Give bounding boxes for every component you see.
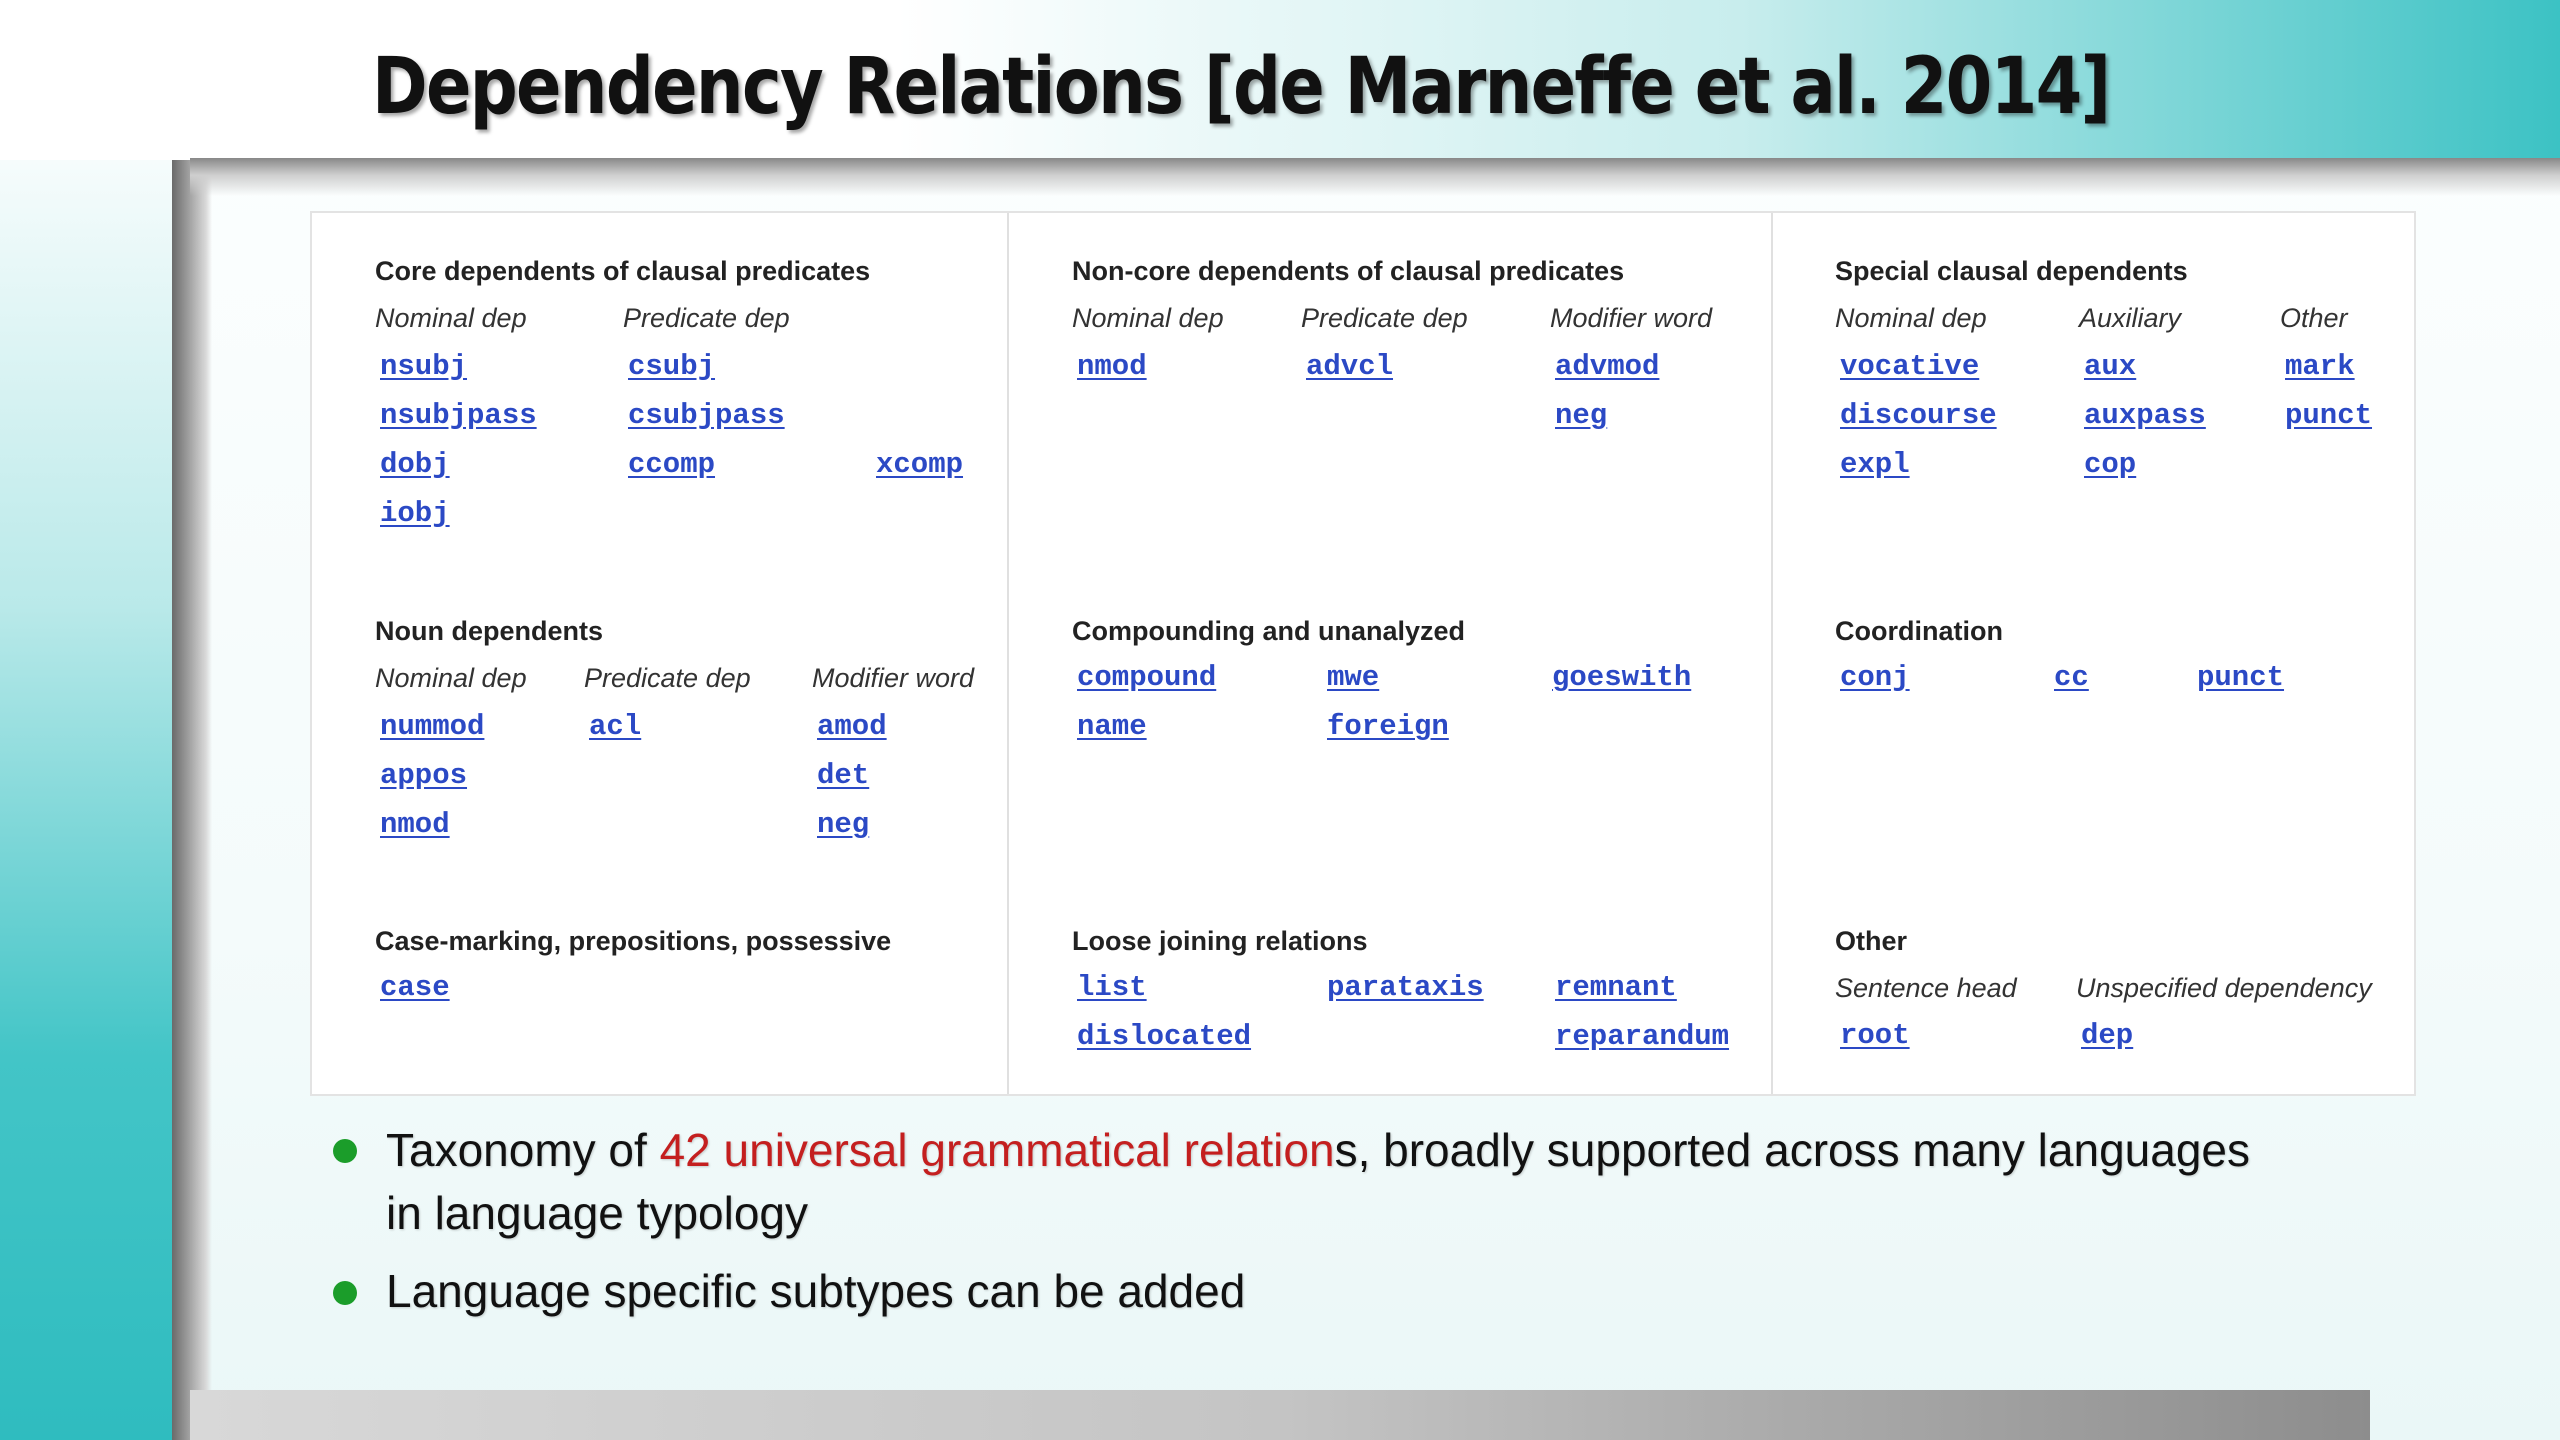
rel-conj[interactable]: conj <box>1840 661 1910 694</box>
subheader-predicate: Predicate dep <box>623 303 790 333</box>
rel-foreign[interactable]: foreign <box>1327 710 1449 743</box>
rel-appos[interactable]: appos <box>380 759 468 792</box>
rel-nsubj[interactable]: nsubj <box>380 350 468 383</box>
subheader-nominal: Nominal dep <box>375 663 527 693</box>
rel-nmod[interactable]: nmod <box>380 808 450 841</box>
rel-root[interactable]: root <box>1840 1019 1910 1052</box>
bullet-dot <box>333 1139 357 1163</box>
rel-det[interactable]: det <box>817 759 870 792</box>
rel-csubjpass[interactable]: csubjpass <box>628 399 785 432</box>
bullet-1-suffix: s, broadly supported across many languages <box>1334 1124 2250 1176</box>
section-title-casemark: Case-marking, prepositions, possessive <box>375 926 892 956</box>
rel-parataxis[interactable]: parataxis <box>1327 971 1484 1004</box>
slide-title: Dependency Relations [de Marneffe et al. 2014] <box>372 42 2110 132</box>
rel-remnant[interactable]: remnant <box>1555 971 1677 1004</box>
bullet-dot <box>333 1281 357 1305</box>
rel-auxpass[interactable]: auxpass <box>2084 399 2206 432</box>
rel-nmod[interactable]: nmod <box>1077 350 1147 383</box>
column-divider <box>1771 213 1773 1094</box>
rel-aux[interactable]: aux <box>2084 350 2137 383</box>
subheader-sentence-head: Sentence head <box>1835 973 2017 1003</box>
subheader-modifier: Modifier word <box>1550 303 1713 333</box>
rel-xcomp[interactable]: xcomp <box>876 448 964 481</box>
subheader-predicate: Predicate dep <box>584 663 751 693</box>
rel-acl[interactable]: acl <box>589 710 642 743</box>
bullet-1-highlight: 42 universal grammatical relation <box>659 1124 1335 1176</box>
subheader-other: Other <box>2280 303 2348 333</box>
bullet-1-line-1 <box>386 1118 2250 1182</box>
rel-compound[interactable]: compound <box>1077 661 1217 694</box>
rel-discourse[interactable]: discourse <box>1840 399 1997 432</box>
rel-case[interactable]: case <box>380 971 450 1004</box>
rel-advcl[interactable]: advcl <box>1306 350 1394 383</box>
rel-mwe[interactable]: mwe <box>1327 661 1380 694</box>
rel-goeswith[interactable]: goeswith <box>1552 661 1692 694</box>
rel-ccomp[interactable]: ccomp <box>628 448 716 481</box>
rel-vocative[interactable]: vocative <box>1840 350 1980 383</box>
subheader-auxiliary: Auxiliary <box>2079 303 2182 333</box>
rel-dislocated[interactable]: dislocated <box>1077 1020 1252 1053</box>
rel-punct[interactable]: punct <box>2197 661 2285 694</box>
rel-mark[interactable]: mark <box>2285 350 2355 383</box>
bullet-1-prefix: Taxonomy of <box>386 1124 660 1176</box>
section-title-loose: Loose joining relations <box>1072 926 1368 956</box>
subheader-predicate: Predicate dep <box>1301 303 1468 333</box>
rel-name[interactable]: name <box>1077 710 1147 743</box>
rel-iobj[interactable]: iobj <box>380 497 450 530</box>
rel-nummod[interactable]: nummod <box>380 710 485 743</box>
section-title-compounding: Compounding and unanalyzed <box>1072 616 1465 646</box>
rel-advmod[interactable]: advmod <box>1555 350 1660 383</box>
section-title-special: Special clausal dependents <box>1835 256 2188 286</box>
subheader-nominal: Nominal dep <box>1835 303 1987 333</box>
rel-neg[interactable]: neg <box>1555 399 1608 432</box>
relations-table <box>310 211 2416 1096</box>
subheader-modifier: Modifier word <box>812 663 975 693</box>
rel-reparandum[interactable]: reparandum <box>1555 1020 1730 1053</box>
rel-cc[interactable]: cc <box>2054 661 2089 694</box>
subheader-unspecified: Unspecified dependency <box>2076 973 2372 1003</box>
rel-neg[interactable]: neg <box>817 808 870 841</box>
rel-list[interactable]: list <box>1077 971 1147 1004</box>
section-title-other: Other <box>1835 926 1908 956</box>
slide-shadow <box>190 158 2560 196</box>
subheader-nominal: Nominal dep <box>1072 303 1224 333</box>
column-divider <box>1007 213 1009 1094</box>
section-title-noun: Noun dependents <box>375 616 603 646</box>
rel-csubj[interactable]: csubj <box>628 350 716 383</box>
rel-expl[interactable]: expl <box>1840 448 1910 481</box>
bullet-1-line-2: in language typology <box>386 1187 808 1239</box>
section-title-core: Core dependents of clausal predicates <box>375 256 871 286</box>
rel-dep[interactable]: dep <box>2081 1019 2134 1052</box>
rel-dobj[interactable]: dobj <box>380 448 450 481</box>
section-title-noncore: Non-core dependents of clausal predicates <box>1072 256 1625 286</box>
slide-edge <box>172 160 212 1440</box>
rel-amod[interactable]: amod <box>817 710 887 743</box>
section-title-coordination: Coordination <box>1835 616 2003 646</box>
rel-punct[interactable]: punct <box>2285 399 2373 432</box>
bottom-bar <box>190 1390 2370 1440</box>
bullet-2: Language specific subtypes can be added <box>386 1265 1246 1317</box>
rel-nsubjpass[interactable]: nsubjpass <box>380 399 537 432</box>
rel-cop[interactable]: cop <box>2084 448 2137 481</box>
subheader-nominal: Nominal dep <box>375 303 527 333</box>
left-stripe <box>0 160 180 1440</box>
